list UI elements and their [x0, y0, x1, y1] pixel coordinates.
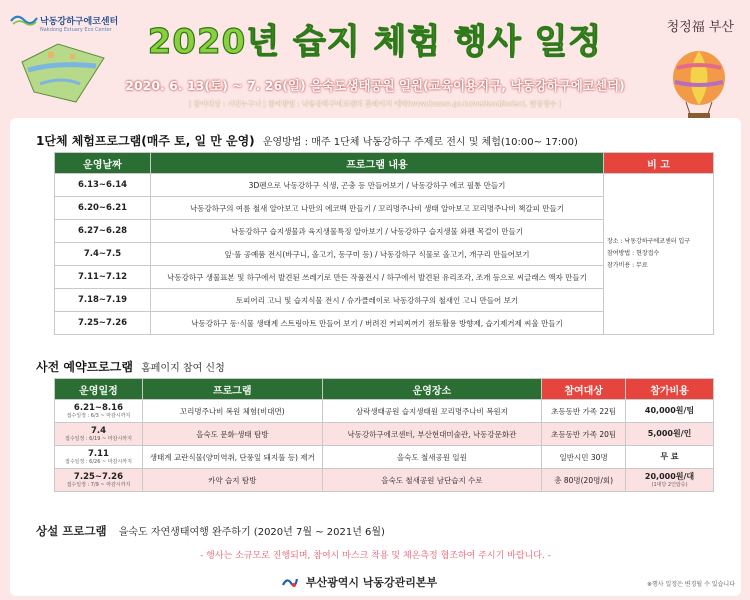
- note-place: 장소 : 낙동강하구에코센터 입구: [607, 238, 691, 245]
- row-content: 낙동강하구 동·식물 생태계 스트링아트 만들어 보기 / 버려진 커피찌꺼기 점토활용 방향제, 습기제거제 씨울 만들기: [151, 312, 604, 335]
- note-fee: 참가비용 : 무료: [607, 262, 648, 269]
- column-header: 운영날짜: [55, 153, 151, 174]
- column-header: 프로그램 내용: [151, 153, 604, 174]
- section1-subtitle: 운영방법 : 매주 1단체 낙동강하구 주제로 전시 및 체험(10:00~ 17:00): [262, 137, 578, 148]
- row-target: 초등동반 가족 22팀: [542, 400, 626, 423]
- row-fee: 5,000원/인: [626, 423, 714, 446]
- table-row: [55, 174, 714, 197]
- logo-english-name: Nakdong Estuary Eco Center: [40, 27, 112, 33]
- row-place: 낙동강하구에코센터, 부산현대미술관, 낙동강문화관: [322, 423, 542, 446]
- row-fee: 무 료: [626, 446, 714, 469]
- section3-title: 상설 프로그램: [36, 524, 107, 538]
- table-row: [55, 423, 714, 446]
- section1-title: 1단체 체험프로그램(매주 토, 일 만 운영): [36, 134, 255, 148]
- row-fee: 20,000원/대 (1대당 2인탑승): [626, 469, 714, 492]
- section1-heading: [36, 132, 578, 149]
- row-registration: 접수일정 : 7/9 ~ 마감시까지: [66, 482, 131, 488]
- logo-korean-name: 낙동강하구에코센터: [40, 17, 119, 27]
- group-program-table: [54, 152, 714, 335]
- caution-text: - 행사는 소규모로 진행되며, 참여시 마스크 착용 및 체온측정 협조하여 주시기 바랍니다. -: [200, 551, 551, 561]
- row-date: 7.11 접수일정 : 6/26 ~ 마감시까지: [55, 446, 143, 469]
- row-fee: 40,000원/팀: [626, 400, 714, 423]
- row-date: 7.4~7.5: [55, 243, 151, 266]
- note-cell: [604, 174, 714, 335]
- row-date: 7.25~7.26 접수일정 : 7/9 ~ 마감시까지: [55, 469, 143, 492]
- row-target: 일반시민 30명: [542, 446, 626, 469]
- reservation-program-table: [54, 378, 714, 492]
- row-content: 3D펜으로 낙동강하구 식생, 곤충 등 만들어보기 / 낙동강하구 에코 필통 만들기: [151, 174, 604, 197]
- row-registration: 접수일정 : 6/19 ~ 마감시까지: [65, 436, 132, 442]
- row-place: 삼락생태공원 습지생태원 꼬리명주나비 복원지: [322, 400, 542, 423]
- column-header: 비 고: [604, 153, 714, 174]
- event-period: 2020. 6. 13(토) ~ 7. 26(일) 을숙도생태공원 일원(교육이용지구, 낙동강하구에코센터): [125, 78, 625, 93]
- column-header: 참여대상: [542, 379, 626, 400]
- row-date: 6.13~6.14: [55, 174, 151, 197]
- busan-slogan-logo: 청정福 부산: [666, 20, 734, 35]
- column-header: 참가비용: [626, 379, 714, 400]
- row-fee-note: (1대당 2인탑승): [651, 482, 688, 488]
- row-program: 꼬리명주나비 복원 체험(비대면): [142, 400, 322, 423]
- row-registration: 접수일정 : 6/3 ~ 마감시까지: [66, 413, 131, 419]
- row-program: 을숙도 문화·생태 탐방: [142, 423, 322, 446]
- row-date: 6.20~6.21: [55, 197, 151, 220]
- row-program: 생태계 교란식물(양미역취, 단풍잎 돼지풀 등) 제거: [142, 446, 322, 469]
- schedule-change-note: ※행사 일정은 변경될 수 있습니다: [646, 581, 735, 588]
- section2-heading: [36, 358, 225, 375]
- row-place: 을숙도 철새공원 일원: [322, 446, 542, 469]
- row-date: 7.4 접수일정 : 6/19 ~ 마감시까지: [55, 423, 143, 446]
- row-registration: 접수일정 : 6/26 ~ 마감시까지: [65, 459, 132, 465]
- column-header: 프로그램: [142, 379, 322, 400]
- org-name: 부산광역시 낙동강관리본부: [305, 576, 438, 589]
- table-row: [55, 400, 714, 423]
- section3-heading: [36, 523, 385, 539]
- column-header: 운영장소: [322, 379, 542, 400]
- busan-symbol-icon: [282, 576, 298, 588]
- row-content: 낙동강하구의 여름 철새 알아보고 나만의 에코백 만들기 / 꼬리명주나비 생태 알아보고 꼬리명주나비 책갈피 만들기: [151, 197, 604, 220]
- column-header: 운영일정: [55, 379, 143, 400]
- row-date: 6.21~8.16 접수일정 : 6/3 ~ 마감시까지: [55, 400, 143, 423]
- section2-subtitle: 홈페이지 참여 신청: [141, 363, 225, 374]
- section2-title: 사전 예약프로그램: [36, 360, 133, 374]
- row-date: 7.18~7.19: [55, 289, 151, 312]
- header: [0, 0, 750, 118]
- page-title: 2020년 습지 체험 행사 일정: [147, 22, 603, 62]
- row-place: 을숙도 철새공원 남단습지 수로: [322, 469, 542, 492]
- row-target: 초등동반 가족 20팀: [542, 423, 626, 446]
- main-panel: [10, 118, 741, 596]
- busan-org-logo: [282, 574, 437, 590]
- row-content: 잎·풀 공예품 전시(바구니, 올고기, 동구미 등) / 낙동강하구 식물로 올고기, 개구리 만들어보기: [151, 243, 604, 266]
- note-method: 참여방법 : 현장접수: [607, 250, 660, 257]
- row-target: 총 80명(20명/회): [542, 469, 626, 492]
- participation-notice: | 참여대상 : 시민누구나 | 참여방법 : 낙동강하구에코센터 홈페이지 예약(www.busan.go.kr/wetland/index), 현장접수 |: [188, 100, 562, 108]
- row-program: 카약 습지 탐방: [142, 469, 322, 492]
- row-date: 6.27~6.28: [55, 220, 151, 243]
- section3-subtitle: 을숙도 자연생태여행 완주하기 (2020년 7월 ~ 2021년 6월): [118, 527, 385, 538]
- row-date: 7.25~7.26: [55, 312, 151, 335]
- table-row: [55, 469, 714, 492]
- row-content: 낙동강하구 생물표본 및 하구에서 발견된 쓰레기로 만든 작품전시 / 하구에서 발견된 유리조각, 조개 등으로 씨글래스 액자 만들기: [151, 266, 604, 289]
- row-content: 토피어리 고니 및 습지식물 전시 / 슈가클레이로 낙동강하구의 철새인 고니 만들어 보기: [151, 289, 604, 312]
- row-date: 7.11~7.12: [55, 266, 151, 289]
- table-row: [55, 446, 714, 469]
- row-content: 낙동강하구 습지생물과 육지생물특징 알아보기 / 낙동강하구 습지생물 와펜 목걸이 만들기: [151, 220, 604, 243]
